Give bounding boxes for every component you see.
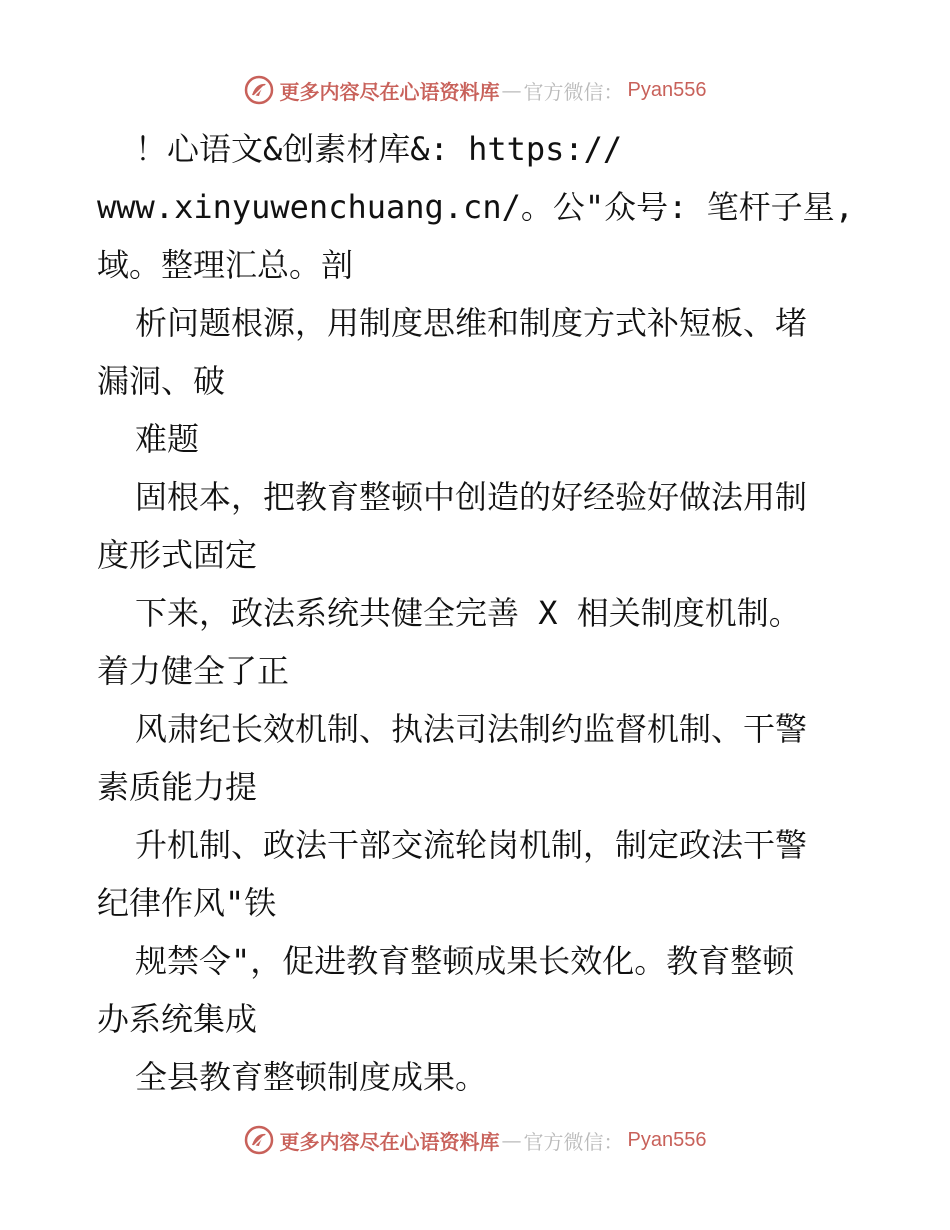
text-line: 漏洞、破 (97, 362, 226, 400)
text-line: 下来，政法系统共健全完善 X 相关制度机制。 (135, 594, 801, 632)
banner-title: 更多内容尽在心语资料库 (279, 1129, 500, 1154)
banner-id: Pyan556 (627, 78, 707, 101)
text-line: 升机制、政法干部交流轮岗机制，制定政法干警 (135, 826, 808, 864)
text-line: 全县教育整顿制度成果。 (135, 1058, 488, 1096)
text-line: 难题 (135, 420, 200, 458)
banner-label: 官方微信： (523, 1129, 624, 1154)
text-line: 规禁令"，促进教育整顿成果长效化。教育整顿 (135, 942, 795, 980)
text-line: 风肃纪长效机制、执法司法制约监督机制、干警 (135, 710, 808, 748)
text-line: 析问题根源，用制度思维和制度方式补短板、堵 (135, 304, 808, 342)
text-line: 固根本，把教育整顿中创造的好经验好做法用制 (135, 478, 808, 516)
text-line: 办系统集成 (97, 1000, 258, 1038)
banner-title: 更多内容尽在心语资料库 (279, 79, 500, 104)
header-banner (0, 70, 950, 110)
text-line: 域。整理汇总。剖 (97, 246, 354, 284)
text-line: 纪律作风"铁 (97, 884, 277, 922)
banner-label: 官方微信： (523, 79, 624, 104)
banner-dash: — (501, 78, 522, 102)
document-body (97, 120, 857, 1106)
text-line: 素质能力提 (97, 768, 258, 806)
banner-dash: — (501, 1128, 522, 1152)
logo-icon (244, 75, 274, 105)
text-line: ！心语文&创素材库&: https:// (135, 130, 623, 168)
banner-id: Pyan556 (627, 1128, 707, 1151)
footer-banner (0, 1120, 950, 1160)
text-line: 度形式固定 (97, 536, 258, 574)
logo-icon (244, 1125, 274, 1155)
text-line: www.xinyuwenchuang.cn/。公"众号: 笔杆子星, (97, 188, 854, 226)
text-line: 着力健全了正 (97, 652, 290, 690)
